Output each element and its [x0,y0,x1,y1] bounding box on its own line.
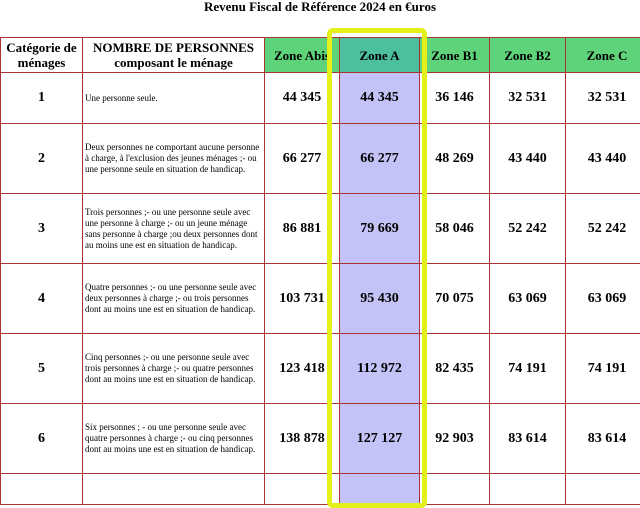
table-row [1,194,640,264]
value-zone-b1: 36 146 [420,73,490,124]
value-zone-abis: 138 878 [265,404,340,474]
category-number: 1 [1,73,83,124]
table-row [1,334,640,404]
value-zone-a: 79 669 [340,194,420,264]
value-zone-abis: 86 881 [265,194,340,264]
value-zone-a: 44 345 [340,73,420,124]
value-zone-c: 63 069 [566,264,640,334]
header-zone-a: Zone A [340,38,420,73]
value-zone-b1: 92 903 [420,404,490,474]
value-zone-c: 83 614 [566,404,640,474]
table-row-partial [1,474,640,505]
value-zone-abis: 123 418 [265,334,340,404]
value-zone-b2: 74 191 [490,334,566,404]
value-zone-a: 66 277 [340,124,420,194]
value-zone-a: 112 972 [340,334,420,404]
header-zone-abis: Zone Abis [265,38,340,73]
category-number: 3 [1,194,83,264]
table-row [1,264,640,334]
table-row [1,124,640,194]
header-zone-c: Zone C [566,38,640,73]
value-zone-a: 95 430 [340,264,420,334]
value-zone-abis: 103 731 [265,264,340,334]
value-zone-b2: 32 531 [490,73,566,124]
header-zone-b1: Zone B1 [420,38,490,73]
household-description: Deux personnes ne comportant aucune personne à charge, à l'exclusion des jeunes ménages ;- ou une personne seule en situation de handicap. [83,124,265,194]
page-title: Revenu Fiscal de Référence 2024 en €uros [0,0,640,16]
value-zone-c: 52 242 [566,194,640,264]
value-zone-c: 74 191 [566,334,640,404]
value-zone-a: 127 127 [340,404,420,474]
household-description: Trois personnes ;- ou une personne seule avec une personne à charge ;- ou un jeune ménage sans personne à charge ;ou deux personnes dont au moins une est en situation de handicap. [83,194,265,264]
header-persons: NOMBRE DE PERSONNES composant le ménage [83,38,265,73]
value-zone-b1: 82 435 [420,334,490,404]
value-zone-b1: 48 269 [420,124,490,194]
table-row [1,404,640,474]
value-zone-b2: 52 242 [490,194,566,264]
value-zone-b2: 83 614 [490,404,566,474]
header-zone-b2: Zone B2 [490,38,566,73]
value-zone-abis: 44 345 [265,73,340,124]
household-description: Six personnes ; - ou une personne seule avec quatre personnes à charge ;- ou cinq personnes dont au moins une est en situation de handicap. [83,404,265,474]
revenue-table [0,37,640,505]
value-zone-c: 43 440 [566,124,640,194]
category-number: 4 [1,264,83,334]
household-description: Cinq personnes ;- ou une personne seule avec trois personnes à charge ;- ou quatre personnes dont au moins une est en situation de handicap. [83,334,265,404]
value-zone-abis: 66 277 [265,124,340,194]
category-number: 5 [1,334,83,404]
value-zone-b2: 43 440 [490,124,566,194]
value-zone-b1: 70 075 [420,264,490,334]
table-row [1,73,640,124]
header-category: Catégorie de ménages [1,38,83,73]
category-number: 2 [1,124,83,194]
value-zone-b1: 58 046 [420,194,490,264]
category-number: 6 [1,404,83,474]
value-zone-b2: 63 069 [490,264,566,334]
household-description: Une personne seule. [83,73,265,124]
value-zone-c: 32 531 [566,73,640,124]
household-description: Quatre personnes ;- ou une personne seule avec deux personnes à charge ;- ou trois personnes dont au moins une est en situation de handicap. [83,264,265,334]
